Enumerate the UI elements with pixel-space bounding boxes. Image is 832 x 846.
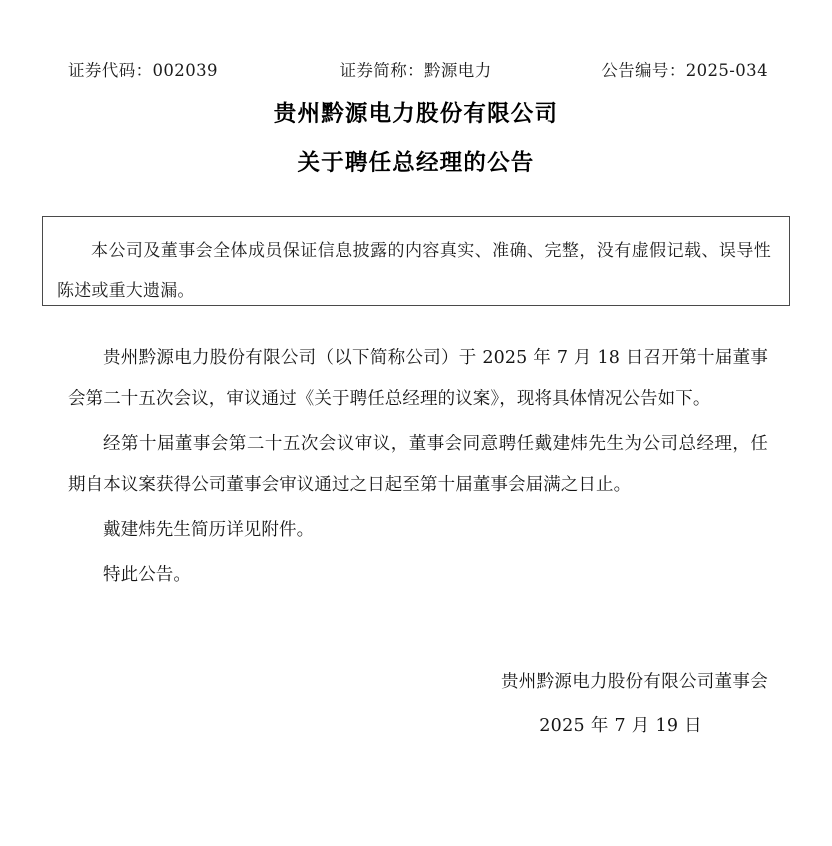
title-block — [0, 103, 832, 174]
body-paragraph-2: 经第十届董事会第二十五次会议审议，董事会同意聘任戴建炜先生为公司总经理，任期自本议案获得公司董事会审议通过之日起至第十届董事会届满之日止。 — [68, 434, 768, 495]
body-paragraph-1: 贵州黔源电力股份有限公司（以下简称公司）于 2025 年 7 月 18 日召开第十届董事会第二十五次会议，审议通过《关于聘任总经理的议案》，现将具体情况公告如下。 — [68, 348, 768, 409]
signature-date: 2025 年 7 月 19 日 — [539, 716, 702, 736]
disclaimer-text: 本公司及董事会全体成员保证信息披露的内容真实、准确、完整，没有虚假记载、误导性陈述或重大遗漏。 — [57, 241, 771, 301]
bulletin-number: 公告编号：2025-034 — [601, 61, 768, 80]
signature-block — [0, 662, 768, 747]
stock-code: 证券代码：002039 — [68, 61, 218, 80]
body-block — [68, 338, 768, 596]
body-paragraph-4: 特此公告。 — [103, 565, 191, 585]
disclaimer-box — [42, 216, 790, 306]
signature-company: 贵州黔源电力股份有限公司董事会 — [501, 672, 768, 692]
announcement-subject-title: 关于聘任总经理的公告 — [297, 149, 535, 176]
stock-name: 证券简称：黔源电力 — [339, 61, 492, 80]
body-paragraph-3: 戴建炜先生简历详见附件。 — [103, 520, 315, 540]
company-title: 贵州黔源电力股份有限公司 — [273, 101, 559, 127]
document-header — [68, 57, 768, 81]
